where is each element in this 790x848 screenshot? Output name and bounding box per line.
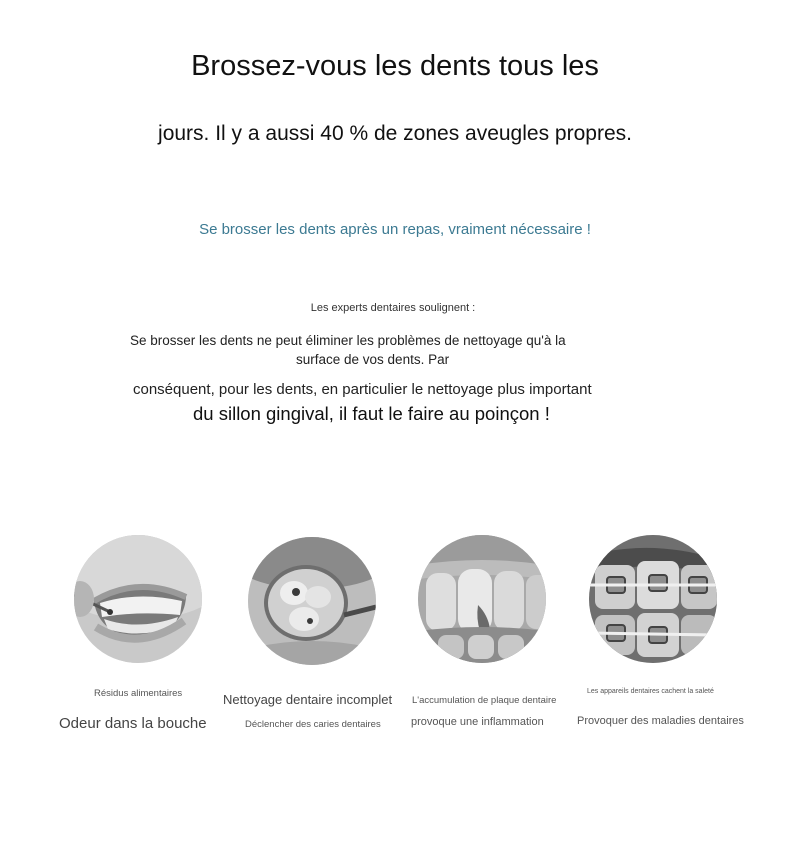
headline-line-2: jours. Il y a aussi 40 % de zones aveugles propres. bbox=[158, 122, 632, 145]
caption-bad-breath: Odeur dans la bouche bbox=[59, 715, 207, 732]
caption-dental-diseases: Provoquer des maladies dentaires bbox=[577, 715, 744, 727]
braces-photo-icon bbox=[589, 535, 717, 663]
plaque-teeth-photo-icon bbox=[418, 535, 546, 663]
body-line-2: surface de vos dents. Par bbox=[296, 352, 450, 367]
headline-line-1: Brossez-vous les dents tous les bbox=[191, 50, 599, 82]
caption-incomplete-cleaning: Nettoyage dentaire incomplet bbox=[223, 692, 393, 707]
caption-inflammation: provoque une inflammation bbox=[411, 716, 544, 728]
smile-pick-photo-icon bbox=[74, 535, 202, 663]
caption-plaque-buildup: L'accumulation de plaque dentaire bbox=[412, 695, 557, 706]
caption-food-residue: Résidus alimentaires bbox=[94, 688, 183, 699]
body-line-4: du sillon gingival, il faut le faire au poinçon ! bbox=[193, 403, 550, 424]
caption-braces-dirt: Les appareils dentaires cachent la saleté bbox=[587, 688, 714, 695]
dental-mirror-photo-icon bbox=[248, 537, 376, 665]
body-line-1: Se brosser les dents ne peut éliminer les problèmes de nettoyage qu'à la bbox=[130, 333, 566, 348]
body-line-3: conséquent, pour les dents, en particulier le nettoyage plus important bbox=[133, 381, 592, 398]
subtitle: Se brosser les dents après un repas, vraiment nécessaire ! bbox=[199, 221, 591, 238]
caption-cavities: Déclencher des caries dentaires bbox=[245, 719, 381, 730]
experts-intro: Les experts dentaires soulignent : bbox=[310, 302, 476, 314]
